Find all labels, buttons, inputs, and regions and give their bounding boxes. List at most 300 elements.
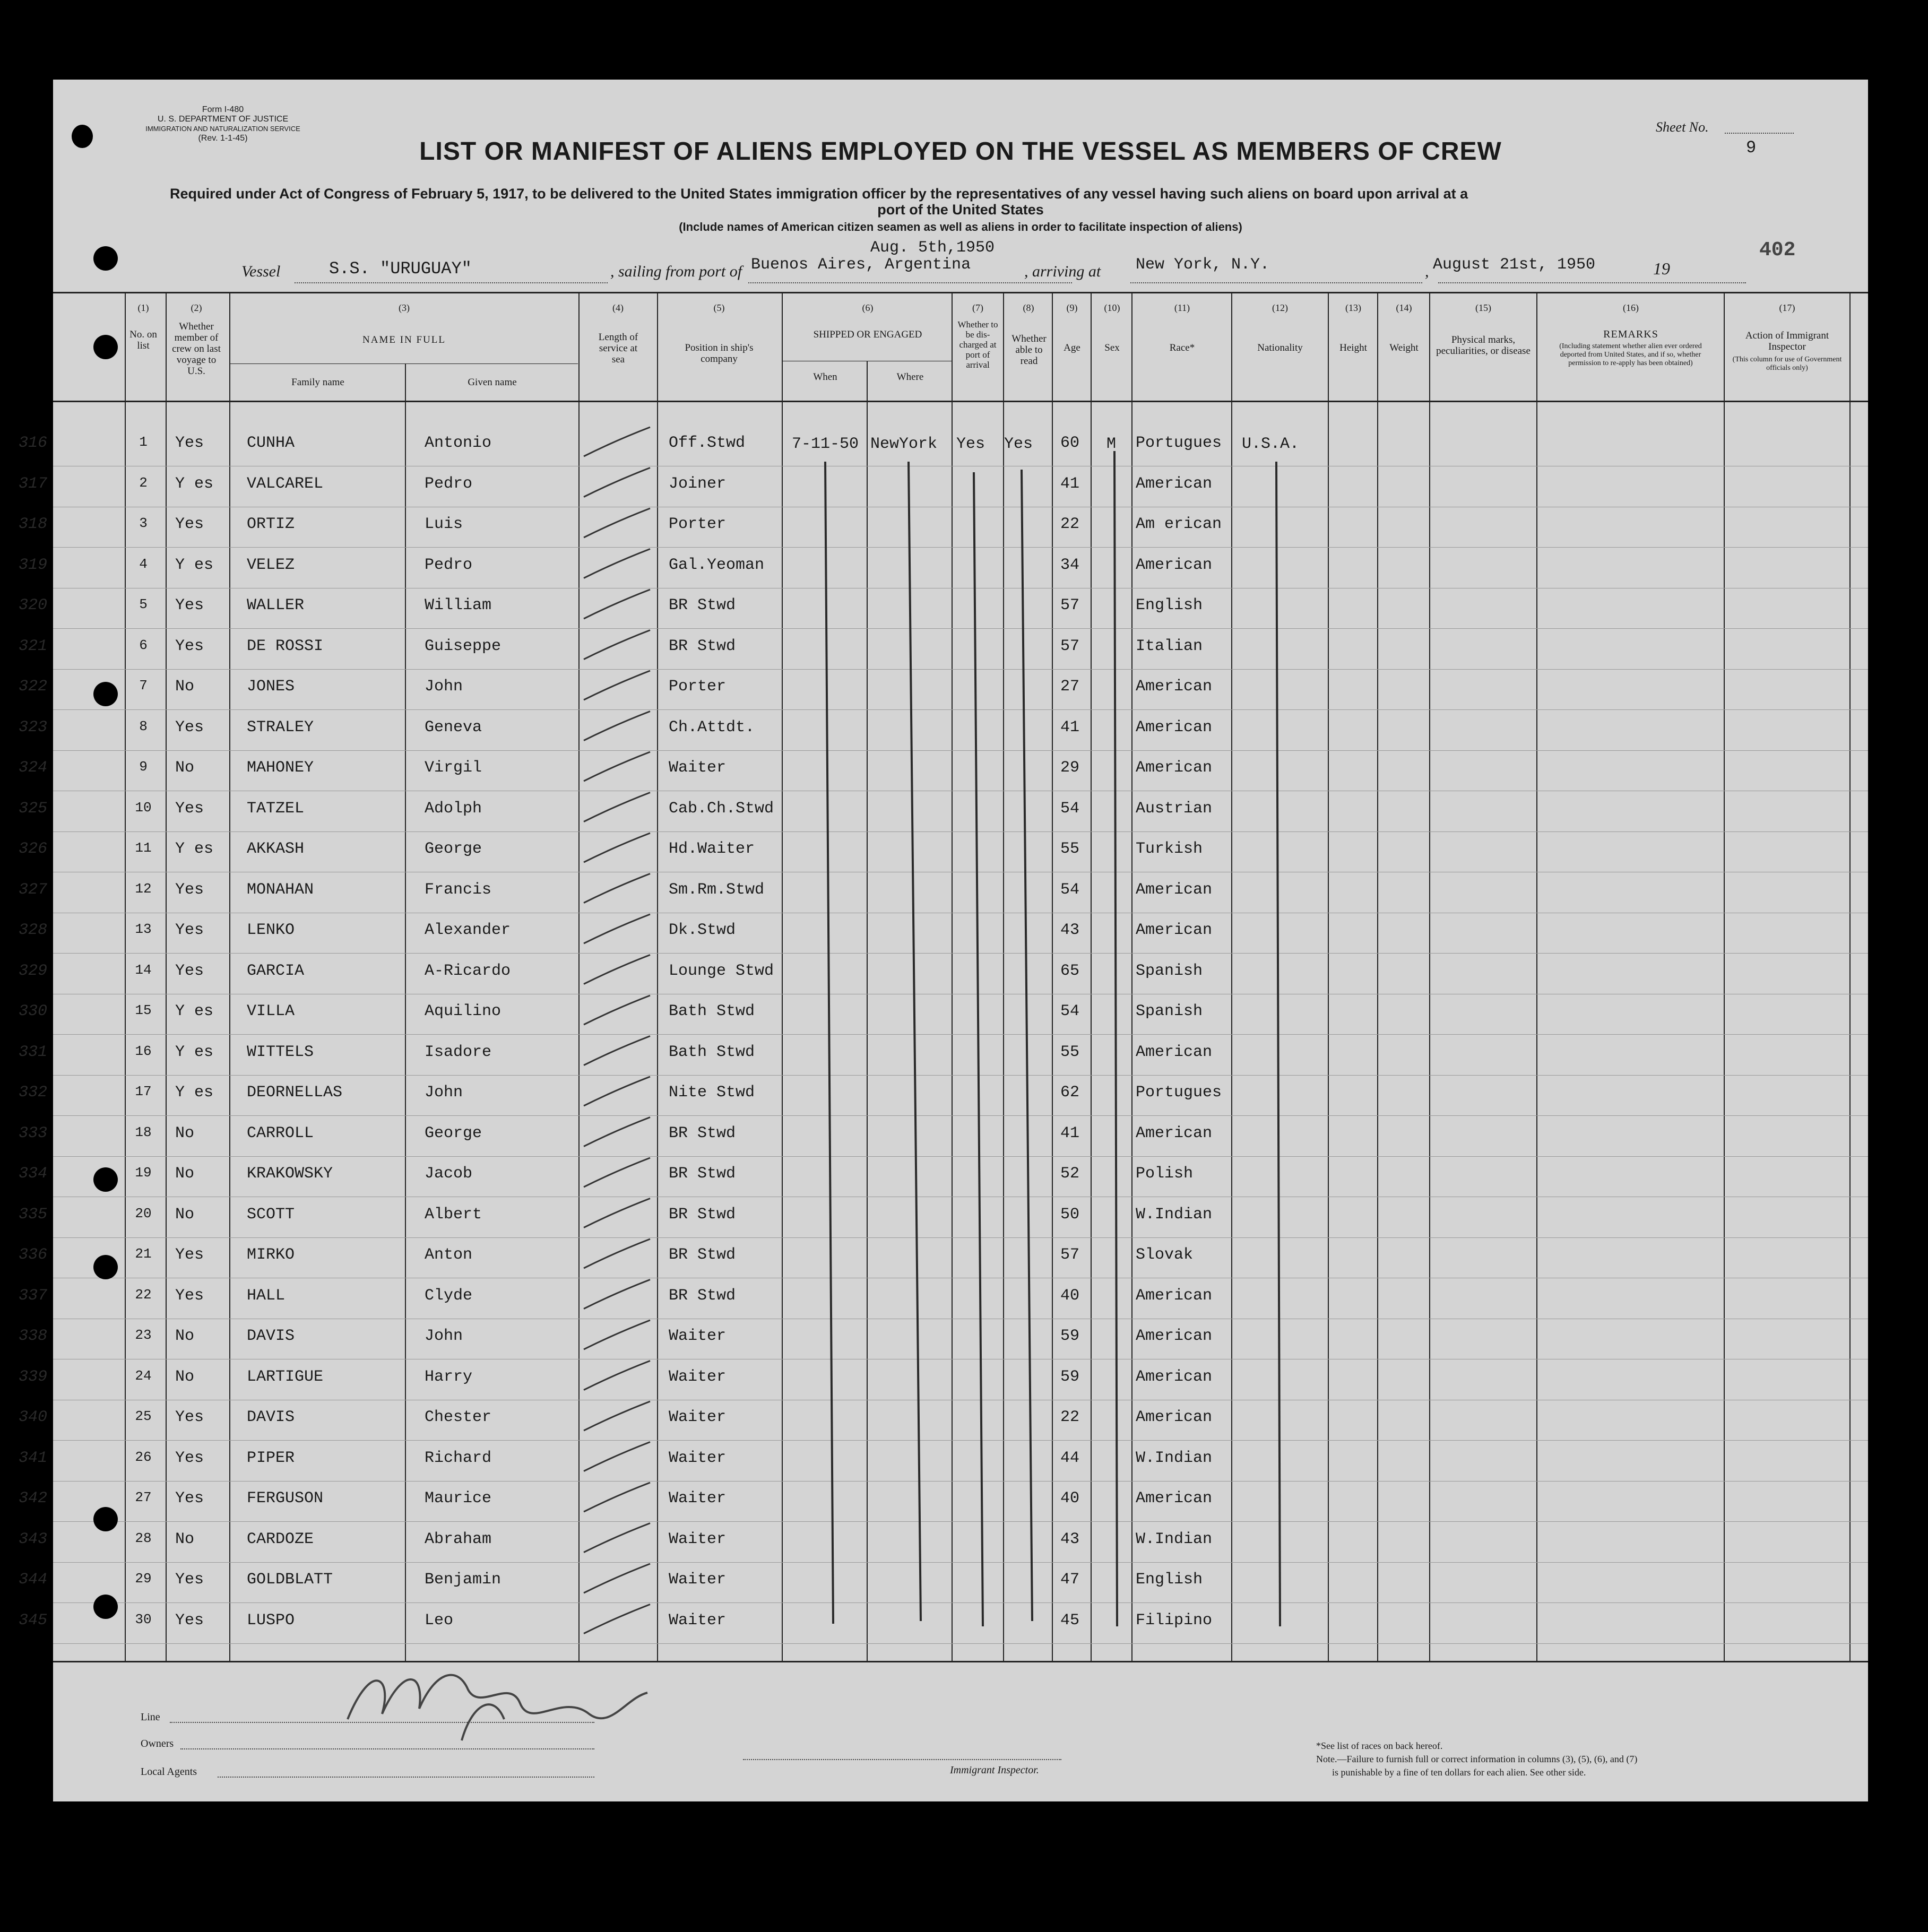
agents-label: Local Agents [141,1766,197,1778]
service-stroke [584,1158,650,1187]
cell-race: American [1136,1286,1213,1305]
cell-no: 30 [135,1611,152,1627]
family-name-header: Family name [291,377,344,388]
sheet-number: 9 [1746,138,1757,158]
cell-no: 24 [135,1367,152,1384]
cell-given: Virgil [425,759,482,777]
cell-race: Polish [1136,1165,1194,1183]
cell-given: Jacob [425,1165,473,1183]
cell-race: English [1136,1571,1203,1589]
col3-num: (3) [399,302,410,313]
cell-margin: 343 [19,1530,48,1548]
cell-position: Waiter [669,1530,727,1548]
cell-family: LARTIGUE [247,1367,324,1386]
cell-race: Am erican [1136,515,1222,533]
cell-last: Yes [175,799,204,818]
shipped-when-header: When [813,371,837,383]
cell-race: American [1136,759,1213,777]
agents-dotline [218,1777,594,1778]
col9-label: Age [1064,342,1080,353]
cell-no: 25 [135,1408,152,1424]
comma-label: , [1425,263,1429,280]
service-stroke [584,1239,650,1268]
shipped-where-header: Where [896,371,924,383]
cell-family: AKKASH [247,840,305,858]
cell-family: KRAKOWSKY [247,1165,333,1183]
cell-race: Filipino [1136,1611,1213,1630]
cell-margin: 329 [19,961,48,980]
cell-margin: 345 [19,1611,48,1630]
punch-hole [93,335,118,359]
col14-label: Weight [1389,342,1419,353]
punch-hole [93,682,118,706]
cell-race: American [1136,678,1213,696]
col5-num: (5) [713,302,725,313]
col17-num: (17) [1779,302,1795,313]
col6-label: SHIPPED OR ENGAGED [813,329,922,340]
col5-label: Position in ship's company [685,342,754,365]
cell-position: Waiter [669,1571,727,1589]
cell-race: W.Indian [1136,1449,1213,1467]
col8-num: (8) [1023,302,1034,313]
cell-last: No [175,1327,195,1345]
owners-label: Owners [141,1738,174,1749]
cell-no: 14 [135,961,152,978]
cell-age: 43 [1060,1530,1080,1548]
ditto-read [1022,470,1032,1621]
stamp-number: 402 [1759,239,1796,262]
cell-race: American [1136,1043,1213,1061]
cell-age: 22 [1060,1408,1080,1426]
cell-no: 26 [135,1449,152,1465]
col17-note: (This column for use of Government officials only) [1732,356,1842,372]
punch-hole [93,1507,118,1531]
cell-given: Pedro [425,474,473,493]
cell-given: Geneva [425,718,482,737]
cell-given: Isadore [425,1043,492,1061]
service-stroke [584,995,650,1025]
col16-note: (Including statement whether alien ever ordered deported from United States, and if so, whether permission to re-apply has been obtained) [1559,342,1702,367]
cell-position: BR Stwd [669,1165,736,1183]
cell-margin: 335 [19,1205,48,1224]
cell-position: Waiter [669,1489,727,1508]
cell-age: 57 [1060,637,1080,655]
ditto-when [825,462,833,1624]
cell-margin: 328 [19,921,48,939]
sail-date: Aug. 5th,1950 [870,239,995,257]
cell-family: MONAHAN [247,880,314,899]
cell-given: Abraham [425,1530,492,1548]
subtitle-line-2: port of the United States [877,202,1044,218]
cell-race: English [1136,596,1203,614]
cell-family: DE ROSSI [247,637,324,655]
cell-position: Lounge Stwd [669,961,774,980]
signature [348,1675,647,1719]
cell-race: American [1136,1489,1213,1508]
col4-label: Length of service at sea [598,332,638,365]
cell-family: MAHONEY [247,759,314,777]
cell-position: BR Stwd [669,637,736,655]
cell-last: Y es [175,1084,214,1102]
cell-no: 23 [135,1327,152,1343]
cell-race: American [1136,718,1213,737]
ditto-nationality [1276,462,1280,1626]
ditto-discharged [974,472,983,1626]
cell-margin: 334 [19,1165,48,1183]
cell-race: W.Indian [1136,1530,1213,1548]
cell-given: Adolph [425,799,482,818]
cell-last: No [175,1165,195,1183]
cell-given: Pedro [425,556,473,574]
cell-given: Alexander [425,921,511,939]
cell-age: 54 [1060,799,1080,818]
cell-family: PIPER [247,1449,295,1467]
col9-num: (9) [1066,302,1078,313]
cell-last: Yes [175,1449,204,1467]
cell-given: Guiseppe [425,637,502,655]
service-stroke [584,914,650,943]
cell-race: American [1136,1408,1213,1426]
cell-race: Italian [1136,637,1203,655]
cell-race: American [1136,474,1213,493]
col11-label: Race* [1169,342,1195,353]
service-stroke [584,793,650,822]
col14-num: (14) [1396,302,1412,313]
cell-age: 59 [1060,1327,1080,1345]
cell-no: 27 [135,1489,152,1505]
cell-margin: 321 [19,637,48,655]
cell-margin: 331 [19,1043,48,1061]
service-stroke [584,752,650,781]
cell-position: Cab.Ch.Stwd [669,799,774,818]
cell-family: DEORNELLAS [247,1084,343,1102]
cell-race: Portugues [1136,1084,1222,1102]
sailing-label: , sailing from port of [610,263,742,280]
cell-no: 11 [135,840,152,856]
col11-num: (11) [1174,302,1190,313]
cell-position: Hd.Waiter [669,840,755,858]
cell-position: Waiter [669,1449,727,1467]
cell-last: Yes [175,1286,204,1305]
service-stroke [584,1523,650,1553]
col12-num: (12) [1272,302,1288,313]
cell-age: 54 [1060,1002,1080,1020]
cell-margin: 337 [19,1286,48,1305]
cell-family: MIRKO [247,1246,295,1264]
cell-margin: 338 [19,1327,48,1345]
cell-family: WITTELS [247,1043,314,1061]
cell-age: 29 [1060,759,1080,777]
service-stroke [584,1605,650,1634]
cell-race: American [1136,921,1213,939]
line-label: Line [141,1711,160,1723]
cell-race: Spanish [1136,961,1203,980]
service-stroke [584,671,650,700]
cell-last: No [175,1205,195,1224]
col10-label: Sex [1104,342,1120,353]
service-label: IMMIGRATION AND NATURALIZATION SERVICE [145,125,300,133]
col12-label: Nationality [1257,342,1303,353]
service-stroke [584,955,650,984]
cell-margin: 341 [19,1449,48,1467]
service-strokes [584,427,650,1634]
cell-no: 16 [135,1043,152,1059]
col6-num: (6) [862,302,874,313]
cell-margin: 323 [19,718,48,737]
service-stroke [584,833,650,862]
cell-race: Slovak [1136,1246,1194,1264]
service-stroke [584,1036,650,1065]
cell-race: Portugues [1136,434,1222,452]
footnote-races: *See list of races on back hereof. [1316,1740,1443,1751]
col15-label: Physical marks, peculiarities, or disease [1436,334,1531,357]
cell-position: BR Stwd [669,1124,736,1142]
discharged-value: Yes [956,435,985,453]
footnote-penalty-1: Note.—Failure to furnish full or correct information in columns (3), (5), (6), and (7) [1316,1754,1638,1764]
col17-label: Action of Immigrant Inspector [1745,330,1829,352]
inspector-label: Immigrant Inspector. [950,1764,1039,1776]
cell-age: 27 [1060,678,1080,696]
cell-last: Yes [175,718,204,737]
arrival-date: August 21st, 1950 [1433,256,1596,274]
cell-margin: 317 [19,474,48,493]
cell-family: DAVIS [247,1327,295,1345]
service-stroke [584,630,650,660]
department-label: U. S. DEPARTMENT OF JUSTICE [157,115,289,124]
cell-race: Austrian [1136,799,1213,818]
cell-age: 44 [1060,1449,1080,1467]
cell-family: VALCAREL [247,474,324,493]
col4-num: (4) [612,302,624,313]
col1-label: No. on list [129,329,157,351]
cell-age: 52 [1060,1165,1080,1183]
cell-margin: 333 [19,1124,48,1142]
footnote-penalty-2: is punishable by a fine of ten dollars for each alien. See other side. [1332,1767,1586,1778]
cell-last: No [175,1530,195,1548]
service-stroke [584,1199,650,1228]
cell-race: American [1136,1367,1213,1386]
cell-age: 57 [1060,596,1080,614]
col7-label: Whether to be dis-charged at port of arrival [957,319,998,370]
cell-family: HALL [247,1286,286,1305]
cell-family: CUNHA [247,434,295,452]
cell-given: Anton [425,1246,473,1264]
cell-no: 20 [135,1205,152,1221]
cell-last: Yes [175,961,204,980]
cell-last: Y es [175,474,214,493]
cell-family: VILLA [247,1002,295,1020]
punch-hole [93,1167,118,1192]
cell-last: Yes [175,1571,204,1589]
service-stroke [584,1401,650,1431]
cell-given: Clyde [425,1286,473,1305]
cell-last: Yes [175,1611,204,1630]
cell-no: 17 [135,1084,152,1099]
cell-last: Yes [175,515,204,533]
col2-label: Whether member of crew on last voyage to U.S. [172,321,221,377]
cell-given: A-Ricardo [425,961,511,980]
cell-no: 8 [139,718,148,734]
col13-label: Height [1339,342,1367,353]
col10-num: (10) [1104,302,1120,313]
cell-margin: 342 [19,1489,48,1508]
cell-age: 41 [1060,1124,1080,1142]
service-stroke [584,1564,650,1593]
cell-age: 65 [1060,961,1080,980]
cell-position: Dk.Stwd [669,921,736,939]
cell-no: 18 [135,1124,152,1140]
service-stroke [584,1077,650,1106]
cell-last: Yes [175,880,204,899]
cell-family: GARCIA [247,961,305,980]
cell-last: Yes [175,434,204,452]
cell-age: 50 [1060,1205,1080,1224]
cell-no: 2 [139,474,148,491]
cell-position: Gal.Yeoman [669,556,765,574]
cell-given: Maurice [425,1489,492,1508]
punch-hole [93,1255,118,1279]
cell-no: 28 [135,1530,152,1546]
cell-position: BR Stwd [669,1205,736,1224]
cell-age: 22 [1060,515,1080,533]
cell-last: No [175,1124,195,1142]
cell-last: Y es [175,840,214,858]
service-stroke [584,1320,650,1349]
form-number: Form I-480 [202,105,244,114]
cell-age: 57 [1060,1246,1080,1264]
cell-last: Yes [175,921,204,939]
cell-margin: 344 [19,1571,48,1589]
cell-margin: 339 [19,1367,48,1386]
cell-family: FERGUSON [247,1489,324,1508]
cell-family: SCOTT [247,1205,295,1224]
cell-position: Ch.Attdt. [669,718,755,737]
service-stroke [584,874,650,903]
cell-family: DAVIS [247,1408,295,1426]
cell-given: Benjamin [425,1571,502,1589]
cell-family: STRALEY [247,718,314,737]
service-stroke [584,508,650,538]
cell-last: No [175,759,195,777]
cell-family: WALLER [247,596,305,614]
cell-margin: 318 [19,515,48,533]
cell-age: 59 [1060,1367,1080,1386]
cell-no: 3 [139,515,148,531]
cell-position: Waiter [669,1327,727,1345]
cell-age: 62 [1060,1084,1080,1102]
cell-given: Leo [425,1611,454,1630]
col7-num: (7) [972,302,983,313]
cell-no: 10 [135,799,152,816]
cell-no: 19 [135,1165,152,1181]
cell-age: 55 [1060,1043,1080,1061]
cell-given: William [425,596,492,614]
cell-given: Chester [425,1408,492,1426]
port-from: Buenos Aires, Argentina [751,256,971,274]
cell-family: JONES [247,678,295,696]
cell-race: American [1136,556,1213,574]
service-stroke [584,1361,650,1390]
cell-position: BR Stwd [669,596,736,614]
cell-position: Sm.Rm.Stwd [669,880,765,899]
col3-label: NAME IN FULL [362,334,446,345]
sex-value: M [1106,435,1117,453]
cell-given: John [425,1084,463,1102]
service-stroke [584,1280,650,1309]
cell-race: American [1136,880,1213,899]
cell-position: Nite Stwd [669,1084,755,1102]
cell-given: George [425,1124,482,1142]
vessel-name: S.S. "URUGUAY" [329,259,472,279]
cell-no: 15 [135,1002,152,1018]
cell-race: Turkish [1136,840,1203,858]
line-dotline [170,1722,594,1723]
cell-position: BR Stwd [669,1286,736,1305]
cell-position: Bath Stwd [669,1002,755,1020]
cell-last: Y es [175,1043,214,1061]
subtitle-line-3: (Include names of American citizen seamen as well as aliens in order to facilitate inspection of aliens) [679,220,1242,233]
inspector-dotline [743,1759,1061,1760]
cell-no: 29 [135,1571,152,1587]
cell-margin: 336 [19,1246,48,1264]
col1-num: (1) [137,302,149,313]
cell-position: Waiter [669,1367,727,1386]
cell-age: 47 [1060,1571,1080,1589]
cell-margin: 340 [19,1408,48,1426]
able-to-read-value: Yes [1004,435,1033,453]
cell-last: No [175,678,195,696]
cell-position: Porter [669,678,727,696]
cell-position: Porter [669,515,727,533]
cell-family: ORTIZ [247,515,295,533]
cell-given: John [425,678,463,696]
cell-age: 34 [1060,556,1080,574]
service-stroke [584,468,650,497]
ditto-sex [1114,451,1117,1626]
cell-margin: 316 [19,434,48,452]
cell-no: 6 [139,637,148,653]
cell-position: BR Stwd [669,1246,736,1264]
cell-last: Yes [175,637,204,655]
cell-margin: 325 [19,799,48,818]
cell-given: George [425,840,482,858]
service-stroke [584,1442,650,1471]
rev-label: (Rev. 1-1-45) [198,134,248,143]
subtitle-line-1: Required under Act of Congress of February 5, 1917, to be delivered to the United States immigration officer by the representatives of any vessel having such aliens on board upon arrival at a [170,186,1468,202]
owners-dotline [180,1748,594,1749]
cell-last: Y es [175,556,214,574]
cell-given: Luis [425,515,463,533]
cell-age: 45 [1060,1611,1080,1630]
cell-margin: 327 [19,880,48,899]
cell-margin: 322 [19,678,48,696]
cell-last: Y es [175,1002,214,1020]
cell-family: VELEZ [247,556,295,574]
col13-num: (13) [1345,302,1361,313]
cell-race: Spanish [1136,1002,1203,1020]
page-title: LIST OR MANIFEST OF ALIENS EMPLOYED ON THE VESSEL AS MEMBERS OF CREW [419,137,1502,166]
given-name-header: Given name [468,377,517,388]
cell-family: CARDOZE [247,1530,314,1548]
cell-no: 13 [135,921,152,937]
cell-position: Bath Stwd [669,1043,755,1061]
shipped-when-value: 7-11-50 [792,435,859,453]
col2-num: (2) [191,302,202,313]
col8-label: Whether able to read [1011,333,1047,367]
cell-age: 40 [1060,1489,1080,1508]
cell-given: Harry [425,1367,473,1386]
service-stroke [584,1117,650,1147]
